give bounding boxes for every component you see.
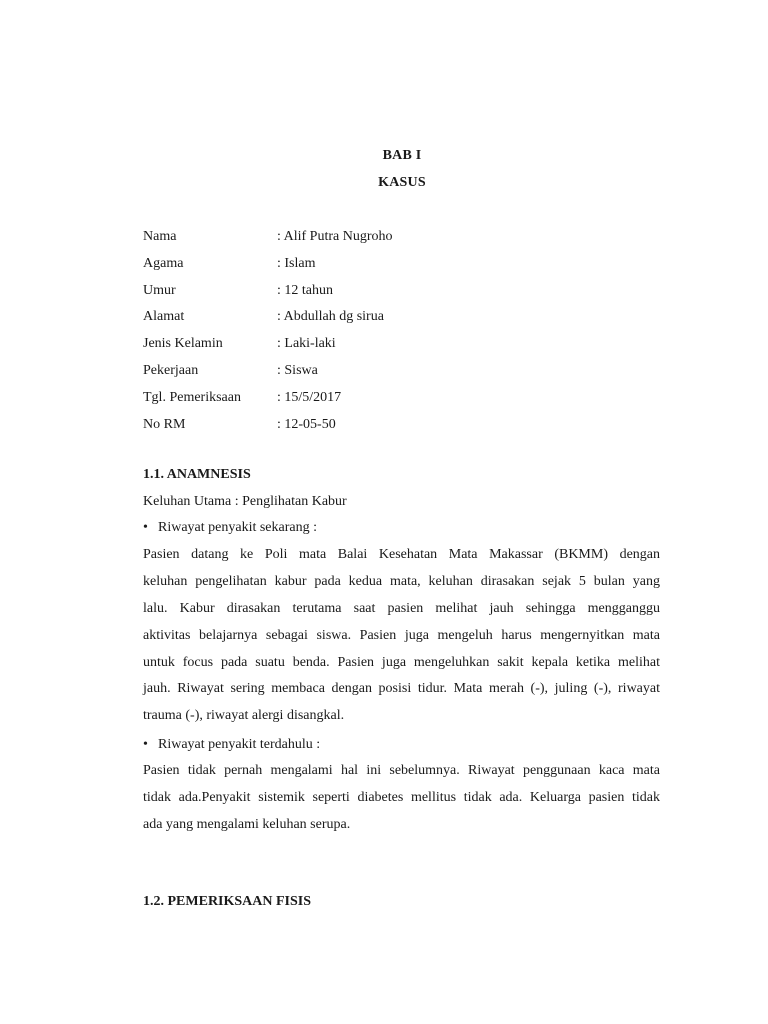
identity-label: Agama [143,255,184,271]
identity-row [143,281,393,308]
paragraph-line: tidak ada.Penyakit sistemik seperti diabetes mellitus tidak ada. Keluarga pasien tidak [143,789,660,805]
identity-value: : Islam [277,255,316,271]
identity-row [143,307,393,334]
physical-exam-title: 1.2. PEMERIKSAAN FISIS [143,894,312,909]
paragraph-line: untuk focus pada suatu benda. Pasien juga mengeluhkan sakit kepala ketika melihat [143,654,660,670]
identity-label: Alamat [143,309,185,325]
identity-row [143,361,393,388]
chapter-subtitle: KASUS [378,175,426,190]
paragraph-line: Pasien datang ke Poli mata Balai Kesehatan Mata Makassar (BKMM) dengan [143,547,660,562]
chapter-title: BAB I [382,148,422,163]
identity-label: Umur [143,282,176,298]
current-history-bullet [143,520,317,536]
identity-row [143,334,393,361]
past-history-label: Riwayat penyakit terdahulu : [158,737,321,752]
paragraph-line: Pasien tidak pernah mengalami hal ini sebelumnya. Riwayat penggunaan kaca mata [143,763,660,778]
bullet-icon: • [143,520,148,535]
identity-row [143,227,393,254]
patient-identity-table [143,227,393,441]
identity-value: : Alif Putra Nugroho [277,229,393,244]
identity-row [143,415,393,442]
paragraph-line: ada yang mengalami keluhan serupa. [143,816,351,832]
identity-label: Tgl. Pemeriksaan [143,389,241,405]
identity-value: : 12 tahun [277,282,333,298]
identity-value: : Abdullah dg sirua [277,309,384,325]
chief-complaint: Keluhan Utama : Penglihatan Kabur [143,494,347,509]
anamnesis-title: 1.1. ANAMNESIS [143,467,251,482]
identity-label: Jenis Kelamin [143,336,223,352]
identity-label: No RM [143,416,186,432]
identity-value: : 15/5/2017 [277,389,342,405]
identity-row [143,254,393,281]
past-history-paragraph [143,758,660,839]
past-history-bullet [143,737,320,753]
paragraph-line: lalu. Kabur dirasakan terutama saat pasien melihat jauh sehingga mengganggu [143,600,660,616]
paragraph-line: jauh. Riwayat sering membaca dengan posisi tidur. Mata merah (-), juling (-), riwayat [143,681,660,697]
identity-row [143,388,393,415]
identity-value: : Siswa [277,362,318,378]
bullet-icon: • [143,737,148,752]
identity-label: Pekerjaan [143,362,199,378]
current-history-paragraph [143,542,660,730]
identity-label: Nama [143,229,177,244]
paragraph-line: keluhan pengelihatan kabur pada kedua mata, keluhan dirasakan sejak 5 bulan yang [143,573,660,589]
paragraph-line: trauma (-), riwayat alergi disangkal. [143,708,345,724]
paragraph-line: aktivitas belajarnya sebagai siswa. Pasien juga mengeluh harus mengernyitkan mata [143,627,660,643]
identity-value: : Laki-laki [277,336,336,352]
current-history-label: Riwayat penyakit sekarang : [158,520,318,535]
identity-value: : 12-05-50 [277,416,336,432]
